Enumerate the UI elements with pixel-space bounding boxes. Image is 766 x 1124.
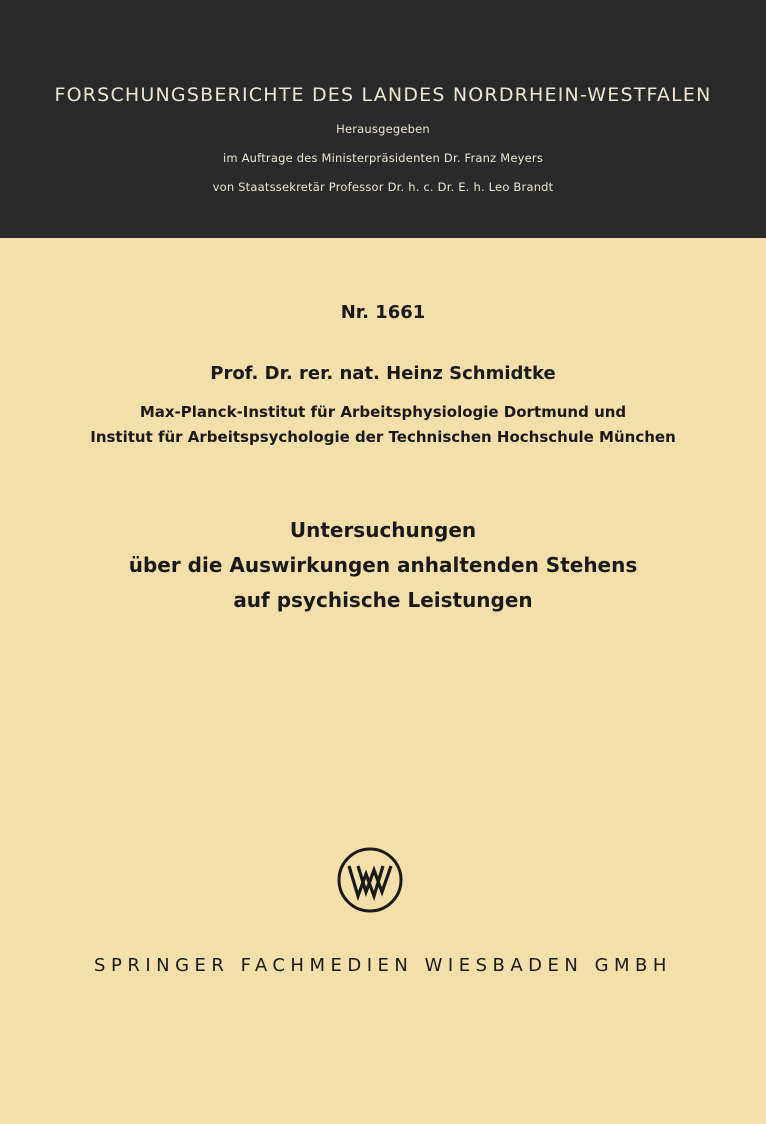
book-title-line-2: über die Auswirkungen anhaltenden Stehens (128, 553, 638, 577)
series-title: FORSCHUNGSBERICHTE DES LANDES NORDRHEIN-WESTFALEN (54, 84, 712, 106)
editor-line-2: im Auftrage des Ministerpräsidenten Dr. Franz Meyers (222, 151, 544, 165)
editor-line-3: von Staatssekretär Professor Dr. h. c. Dr. E. h. Leo Brandt (212, 180, 554, 194)
publisher-logo-icon (336, 846, 404, 914)
report-number: Nr. 1661 (340, 302, 426, 323)
institution-line-1: Max-Planck-Institut für Arbeitsphysiologie Dortmund und (139, 403, 627, 421)
series-header-band (0, 0, 766, 238)
institution-line-2: Institut für Arbeitspsychologie der Technischen Hochschule München (90, 428, 676, 446)
book-title-line-3: auf psychische Leistungen (233, 588, 533, 612)
book-title-line-1: Untersuchungen (289, 518, 477, 542)
author-name: Prof. Dr. rer. nat. Heinz Schmidtke (210, 363, 556, 384)
editor-line-1: Herausgegeben (336, 122, 430, 136)
publisher-name: SPRINGER FACHMEDIEN WIESBADEN GMBH (94, 955, 672, 976)
